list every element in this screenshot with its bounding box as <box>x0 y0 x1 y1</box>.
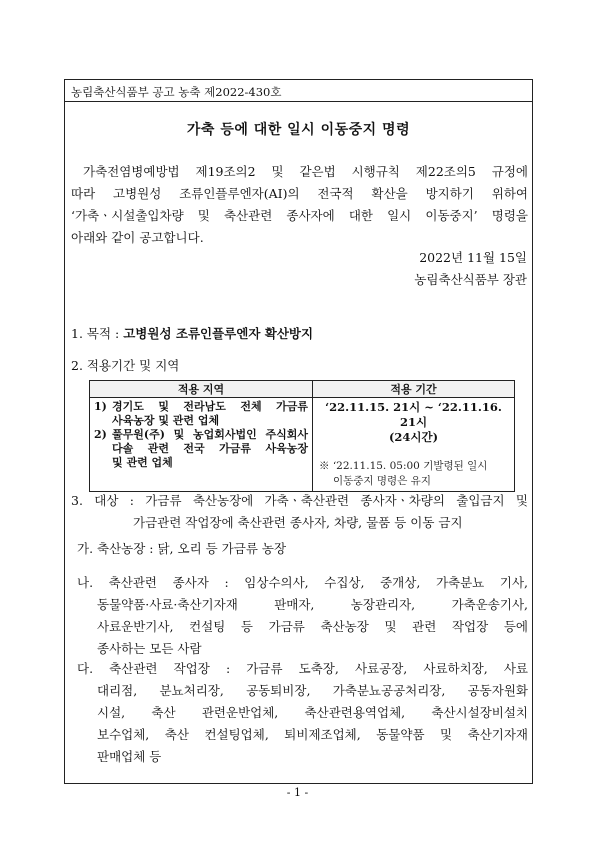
header-region: 적용 지역 <box>90 381 313 398</box>
header-period: 적용 기간 <box>313 381 515 398</box>
region-line: 풀무원(주) 및 농업회사법인 주식회사 <box>112 428 308 441</box>
item-line: 가. 축산농장 : 닭, 오리 등 가금류 농장 <box>77 541 287 556</box>
document-title: 가축 등에 대한 일시 이동중지 명령 <box>186 122 411 138</box>
page-number: - 1 - <box>286 786 309 799</box>
region-line: 경기도 및 전라남도 전체 가금류 <box>112 400 308 413</box>
intro-line: 따라 고병원성 조류인플루엔자(AI)의 전국적 확산을 방지하기 위하여 <box>71 186 528 201</box>
period-line: (24시간) <box>388 430 439 444</box>
item-line: 대리점, 분뇨처리장, 공동퇴비장, 가축분뇨공공처리장, 공동자원화 <box>97 683 528 698</box>
item-line: 보수업체, 축산 컨설팅업체, 퇴비제조업체, 동물약품 및 축산기자재 <box>97 727 528 742</box>
section-period-region: 2. 적용기간 및 지역 <box>71 358 180 373</box>
intro-line: 가축전염병예방법 제19조의2 및 같은법 시행규칙 제22조의5 규정에 <box>83 164 528 179</box>
header-divider <box>64 101 533 102</box>
notice-date: 2022년 11월 15일 <box>419 250 527 265</box>
section-target <box>71 490 528 534</box>
section-purpose-value: 고병원성 조류인플루엔자 확산방지 <box>123 326 314 341</box>
item-line: 종사하는 모든 사람 <box>97 641 202 656</box>
item-livestock-workers <box>77 572 528 660</box>
item-line: 시설, 축산 관련운반업체, 축산관련용역업체, 축산시설장비설치 <box>97 705 528 720</box>
target-line: 가금관련 작업장에 축산관련 종사자, 차량, 물품 등 이동 금지 <box>133 515 463 530</box>
period-value <box>319 400 508 445</box>
region-item <box>94 428 308 470</box>
item-livestock-farm <box>77 538 286 560</box>
item-line: 나. 축산관련 종사자 : 임상수의사, 수집상, 중개상, 가축분뇨 기사, <box>77 575 528 590</box>
intro-paragraph <box>71 161 528 249</box>
period-cell <box>313 398 515 492</box>
section-purpose-label: 1. 목적 : <box>71 326 124 341</box>
region-line: 및 관련 업체 <box>112 456 173 469</box>
region-item <box>94 400 308 428</box>
note-line: 이동중지 명령은 유지 <box>333 475 431 487</box>
region-number: 1) <box>94 400 107 413</box>
table-row <box>90 398 515 492</box>
intro-line: 아래와 같이 공고합니다. <box>71 230 204 245</box>
item-line: 판매업체 등 <box>97 749 162 764</box>
region-line: 사육농장 및 관련 업체 <box>112 414 220 427</box>
period-line: ‘22.11.15. 21시 ~ ‘22.11.16. 21시 <box>325 400 502 429</box>
period-note <box>319 459 508 489</box>
item-line: 사료운반기사, 컨설팅 등 가금류 축산농장 및 관련 작업장 등에 <box>97 619 528 634</box>
item-livestock-workplaces <box>77 658 528 768</box>
notice-header: 농림축산식품부 공고 농축 제2022-430호 <box>71 85 282 99</box>
application-table <box>89 380 515 492</box>
signatory: 농림축산식품부 장관 <box>414 272 527 287</box>
item-line: 동물약품·사료·축산기자재 판매자, 농장관리자, 가축운송기사, <box>97 597 528 612</box>
item-line: 다. 축산관련 작업장 : 가금류 도축장, 사료공장, 사료하치장, 사료 <box>77 661 528 676</box>
target-line: 3. 대상 : 가금류 축산농장에 가축ㆍ축산관련 종사자ㆍ차량의 출입금지 및 <box>71 493 528 508</box>
section-purpose <box>71 324 313 342</box>
intro-line: ‘가축ㆍ시설출입차량 및 축산관련 종사자에 대한 일시 이동중지’ 명령을 <box>71 208 528 223</box>
region-line: 다솔 관련 전국 가금류 사육농장 <box>112 442 308 455</box>
note-line: ※ ‘22.11.15. 05:00 기발령된 일시 <box>319 460 488 472</box>
region-cell <box>90 398 313 492</box>
table-header-row <box>90 381 515 398</box>
region-number: 2) <box>94 428 107 441</box>
